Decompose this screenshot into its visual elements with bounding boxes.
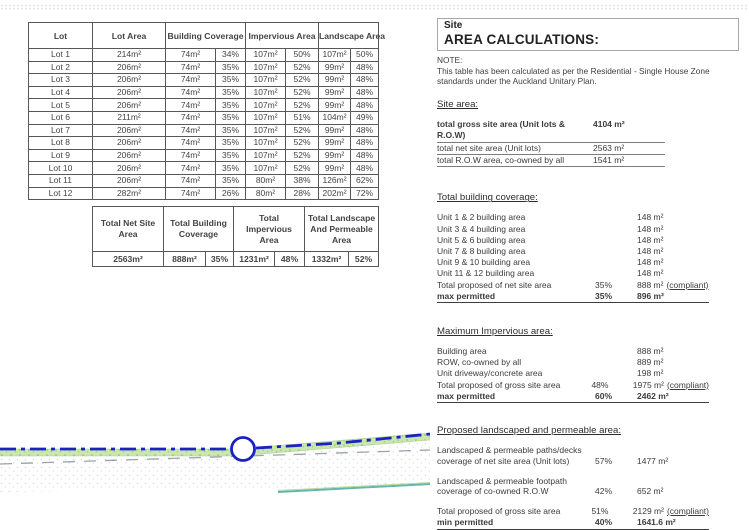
total-imp-pct-cell: 48% (275, 252, 305, 267)
impervious-heading: Maximum Impervious area: (437, 326, 553, 338)
landscaped-row (437, 476, 709, 498)
row-label: total net site area (Unit lots) (437, 142, 541, 153)
site-plan-drawing (0, 418, 430, 497)
land-area-cell: 99m² (319, 137, 351, 150)
land-area-cell: 99m² (319, 74, 351, 87)
imp-area-cell: 107m² (246, 137, 286, 150)
row-label: Landscaped & permeable paths/decks coverage of net site area (Unit lots) (437, 445, 582, 466)
total-bc-pct-cell: 35% (206, 252, 234, 267)
lot-area-cell: 206m² (93, 174, 166, 187)
lot-area-table (28, 22, 386, 200)
row-label: ROW, co-owned by all (437, 357, 522, 368)
row-value: 198 m² (637, 368, 664, 379)
table-row (29, 174, 379, 187)
site-area-heading: Site area: (437, 98, 479, 110)
lot-area-cell: 206m² (93, 61, 166, 74)
total-bc-area-cell: 888m² (164, 252, 206, 267)
totals-table (92, 206, 379, 267)
imp-area-cell: 107m² (246, 162, 286, 175)
table-row (29, 74, 379, 87)
land-pct-cell: 48% (351, 74, 379, 87)
max-permitted-row (437, 291, 709, 303)
row-value: 889 m² (637, 357, 664, 368)
site-area-row (437, 143, 665, 155)
building-coverage-heading: Total building coverage: (437, 192, 538, 204)
bc-pct-cell: 35% (216, 124, 246, 137)
lot-cell: Lot 4 (29, 86, 93, 99)
row-label: Building area (437, 346, 487, 357)
impervious-row (437, 368, 709, 379)
lot-cell: Lot 8 (29, 137, 93, 150)
imp-area-cell: 107m² (246, 74, 286, 87)
bc-area-cell: 74m² (166, 86, 216, 99)
table-row (29, 187, 379, 200)
land-area-cell: 99m² (319, 61, 351, 74)
row-percent: 35% (595, 290, 613, 301)
row-value: 2462 m² (637, 390, 669, 401)
landscaped-section (437, 425, 739, 530)
lot-cell: Lot 5 (29, 99, 93, 112)
bc-pct-cell: 35% (216, 86, 246, 99)
imp-area-cell: 107m² (246, 111, 286, 124)
total-building-coverage-header: Total Building Coverage (164, 207, 234, 252)
col-header-lot-area: Lot Area (93, 23, 166, 49)
row-value: 1541 m² (593, 155, 625, 165)
lot-cell: Lot 12 (29, 187, 93, 200)
row-label: Unit 7 & 8 building area (437, 246, 526, 257)
imp-area-cell: 107m² (246, 149, 286, 162)
imp-pct-cell: 51% (286, 111, 319, 124)
total-impervious-header: Total Impervious Area (234, 207, 305, 252)
land-area-cell: 99m² (319, 124, 351, 137)
bc-area-cell: 74m² (166, 149, 216, 162)
table-row (29, 61, 379, 74)
bc-area-cell: 74m² (166, 74, 216, 87)
bc-area-cell: 74m² (166, 187, 216, 200)
bc-pct-cell: 35% (216, 111, 246, 124)
row-label: Unit driveway/concrete area (437, 368, 543, 379)
total-land-pct-cell: 52% (349, 252, 379, 267)
imp-area-cell: 107m² (246, 124, 286, 137)
bc-pct-cell: 35% (216, 137, 246, 150)
lot-cell: Lot 7 (29, 124, 93, 137)
land-area-cell: 202m² (319, 187, 351, 200)
row-value: 4104 m² (593, 118, 625, 129)
total-net-site-header: Total Net Site Area (93, 207, 164, 252)
coverage-row (437, 235, 709, 246)
lot-cell: Lot 1 (29, 49, 93, 62)
row-value: 148 m² (637, 212, 664, 223)
bc-area-cell: 74m² (166, 174, 216, 187)
coverage-total-row (437, 280, 709, 291)
bc-area-cell: 74m² (166, 61, 216, 74)
row-label: total gross site area (Unit lots & R.O.W) (437, 118, 565, 141)
lot-area-cell: 211m² (93, 111, 166, 124)
land-pct-cell: 48% (351, 124, 379, 137)
lot-cell: Lot 11 (29, 174, 93, 187)
area-calculations-panel (437, 18, 739, 530)
note-label: NOTE: (437, 55, 463, 65)
row-label: Landscaped & permeable footpath coverage of co-owned R.O.W (437, 475, 567, 497)
row-percent: 51% (591, 506, 609, 517)
table-row (29, 149, 379, 162)
land-pct-cell: 50% (351, 49, 379, 62)
table-row (29, 162, 379, 175)
row-percent: 42% (595, 486, 613, 497)
col-header-landscape-area: Landscape Area (319, 23, 379, 49)
col-header-impervious-area: Impervious Area (246, 23, 319, 49)
table-row (29, 49, 379, 62)
note-text: This table has been calculated as per the Residential - Single House Zone standards under the Auckland Unitary Plan. (437, 65, 710, 87)
imp-area-cell: 107m² (246, 61, 286, 74)
land-area-cell: 99m² (319, 162, 351, 175)
bc-pct-cell: 35% (216, 149, 246, 162)
row-percent: 57% (595, 455, 613, 466)
row-value: 1477 m² (637, 455, 669, 466)
table-row (29, 111, 379, 124)
sheet-texture-band (0, 4, 749, 11)
total-land-area-cell: 1332m² (305, 252, 349, 267)
row-label: Unit 1 & 2 building area (437, 212, 526, 223)
panel-title-line2: AREA CALCULATIONS: (444, 32, 600, 47)
coverage-row (437, 268, 709, 279)
imp-area-cell: 107m² (246, 49, 286, 62)
row-value: 148 m² (637, 257, 664, 268)
row-label: Unit 5 & 6 building area (437, 234, 526, 245)
imp-pct-cell: 38% (286, 174, 319, 187)
imp-pct-cell: 52% (286, 162, 319, 175)
row-value: 1975 m² (632, 379, 664, 390)
land-area-cell: 107m² (319, 49, 351, 62)
bc-pct-cell: 26% (216, 187, 246, 200)
col-header-building-coverage: Building Coverage (166, 23, 246, 49)
land-pct-cell: 49% (351, 111, 379, 124)
lot-area-cell: 206m² (93, 74, 166, 87)
row-label: Unit 9 & 10 building area (437, 257, 531, 268)
row-value: 1641.6 m² (637, 517, 676, 528)
imp-pct-cell: 50% (286, 49, 319, 62)
impervious-row (437, 346, 709, 357)
imp-pct-cell: 28% (286, 187, 319, 200)
imp-area-cell: 107m² (246, 86, 286, 99)
max-permitted-row (437, 391, 709, 403)
lot-cell: Lot 2 (29, 61, 93, 74)
lot-cell: Lot 6 (29, 111, 93, 124)
row-label: min permitted (437, 517, 494, 528)
land-pct-cell: 72% (351, 187, 379, 200)
row-label: max permitted (437, 390, 496, 401)
lot-area-cell: 214m² (93, 49, 166, 62)
lot-area-cell: 206m² (93, 86, 166, 99)
row-value: 2563 m² (593, 142, 625, 153)
site-area-section (437, 99, 739, 168)
row-value: 888 m² (637, 279, 664, 290)
table-row (29, 137, 379, 150)
compliance-note: (compliant) (666, 506, 709, 517)
table-row (29, 86, 379, 99)
land-pct-cell: 48% (351, 86, 379, 99)
total-imp-area-cell: 1231m² (234, 252, 275, 267)
lot-area-cell: 206m² (93, 149, 166, 162)
land-pct-cell: 48% (351, 137, 379, 150)
row-percent: 40% (595, 517, 613, 528)
coverage-row (437, 257, 709, 268)
compliance-note: (compliant) (666, 379, 709, 390)
bc-area-cell: 74m² (166, 137, 216, 150)
coverage-row (437, 212, 709, 223)
row-value: 148 m² (637, 246, 664, 257)
land-pct-cell: 62% (351, 174, 379, 187)
building-coverage-section (437, 192, 739, 303)
imp-pct-cell: 52% (286, 149, 319, 162)
land-pct-cell: 48% (351, 149, 379, 162)
lot-area-cell: 206m² (93, 162, 166, 175)
bc-area-cell: 74m² (166, 49, 216, 62)
lot-area-cell: 206m² (93, 137, 166, 150)
row-value: 148 m² (637, 268, 664, 279)
bc-pct-cell: 35% (216, 74, 246, 87)
imp-area-cell: 80m² (246, 187, 286, 200)
compliance-note: (compliant) (666, 279, 709, 290)
bc-area-cell: 74m² (166, 162, 216, 175)
bc-pct-cell: 35% (216, 61, 246, 74)
impervious-total-row (437, 380, 709, 391)
imp-pct-cell: 52% (286, 86, 319, 99)
table-row (29, 124, 379, 137)
row-value: 888 m² (637, 346, 664, 357)
imp-pct-cell: 52% (286, 74, 319, 87)
land-pct-cell: 48% (351, 162, 379, 175)
row-label: Total proposed of net site area (437, 279, 552, 290)
lot-cell: Lot 3 (29, 74, 93, 87)
note-block (437, 55, 737, 87)
coverage-row (437, 246, 709, 257)
col-header-lot: Lot (29, 23, 93, 49)
bc-area-cell: 74m² (166, 124, 216, 137)
landscaped-heading: Proposed landscaped and permeable area: (437, 425, 622, 437)
panel-title-box (437, 18, 739, 51)
min-permitted-row (437, 517, 709, 529)
imp-pct-cell: 52% (286, 99, 319, 112)
imp-pct-cell: 52% (286, 137, 319, 150)
land-area-cell: 126m² (319, 174, 351, 187)
coverage-row (437, 224, 709, 235)
row-label: Unit 3 & 4 building area (437, 223, 526, 234)
land-area-cell: 99m² (319, 99, 351, 112)
imp-pct-cell: 52% (286, 124, 319, 137)
lot-cell: Lot 10 (29, 162, 93, 175)
lot-cell: Lot 9 (29, 149, 93, 162)
table-row (29, 99, 379, 112)
boundary-circle-marker (232, 438, 255, 461)
row-percent: 60% (595, 390, 613, 401)
bc-area-cell: 74m² (166, 99, 216, 112)
land-area-cell: 99m² (319, 149, 351, 162)
row-label: total R.O.W area, co-owned by all (437, 155, 565, 165)
landscaped-total-row (437, 506, 709, 517)
imp-area-cell: 80m² (246, 174, 286, 187)
row-value: 148 m² (637, 223, 664, 234)
total-landscape-header: Total Landscape And Permeable Area (305, 207, 379, 252)
impervious-section (437, 326, 739, 403)
row-label: Total proposed of gross site area (437, 506, 561, 517)
row-value: 652 m² (637, 486, 664, 497)
lot-area-cell: 206m² (93, 124, 166, 137)
row-percent: 35% (595, 279, 613, 290)
impervious-row (437, 357, 709, 368)
site-area-row (437, 155, 665, 167)
bc-pct-cell: 35% (216, 99, 246, 112)
lot-area-cell: 282m² (93, 187, 166, 200)
row-label: Unit 11 & 12 building area (437, 268, 535, 279)
land-area-cell: 104m² (319, 111, 351, 124)
land-area-cell: 99m² (319, 86, 351, 99)
total-net-cell: 2563m² (93, 252, 164, 267)
imp-pct-cell: 52% (286, 61, 319, 74)
table-row (93, 252, 379, 267)
imp-area-cell: 107m² (246, 99, 286, 112)
row-value: 896 m² (637, 290, 664, 301)
bc-area-cell: 74m² (166, 111, 216, 124)
row-label: max permitted (437, 290, 496, 301)
row-label: Total proposed of gross site area (437, 379, 561, 390)
row-percent: 48% (591, 379, 609, 390)
row-value: 2129 m² (632, 506, 664, 517)
land-pct-cell: 48% (351, 61, 379, 74)
bc-pct-cell: 35% (216, 162, 246, 175)
landscaped-row (437, 445, 709, 467)
lot-area-cell: 206m² (93, 99, 166, 112)
bc-pct-cell: 34% (216, 49, 246, 62)
land-pct-cell: 48% (351, 99, 379, 112)
site-area-row (437, 119, 665, 143)
row-value: 148 m² (637, 234, 664, 245)
panel-title-line1: Site (444, 20, 463, 31)
bc-pct-cell: 35% (216, 174, 246, 187)
